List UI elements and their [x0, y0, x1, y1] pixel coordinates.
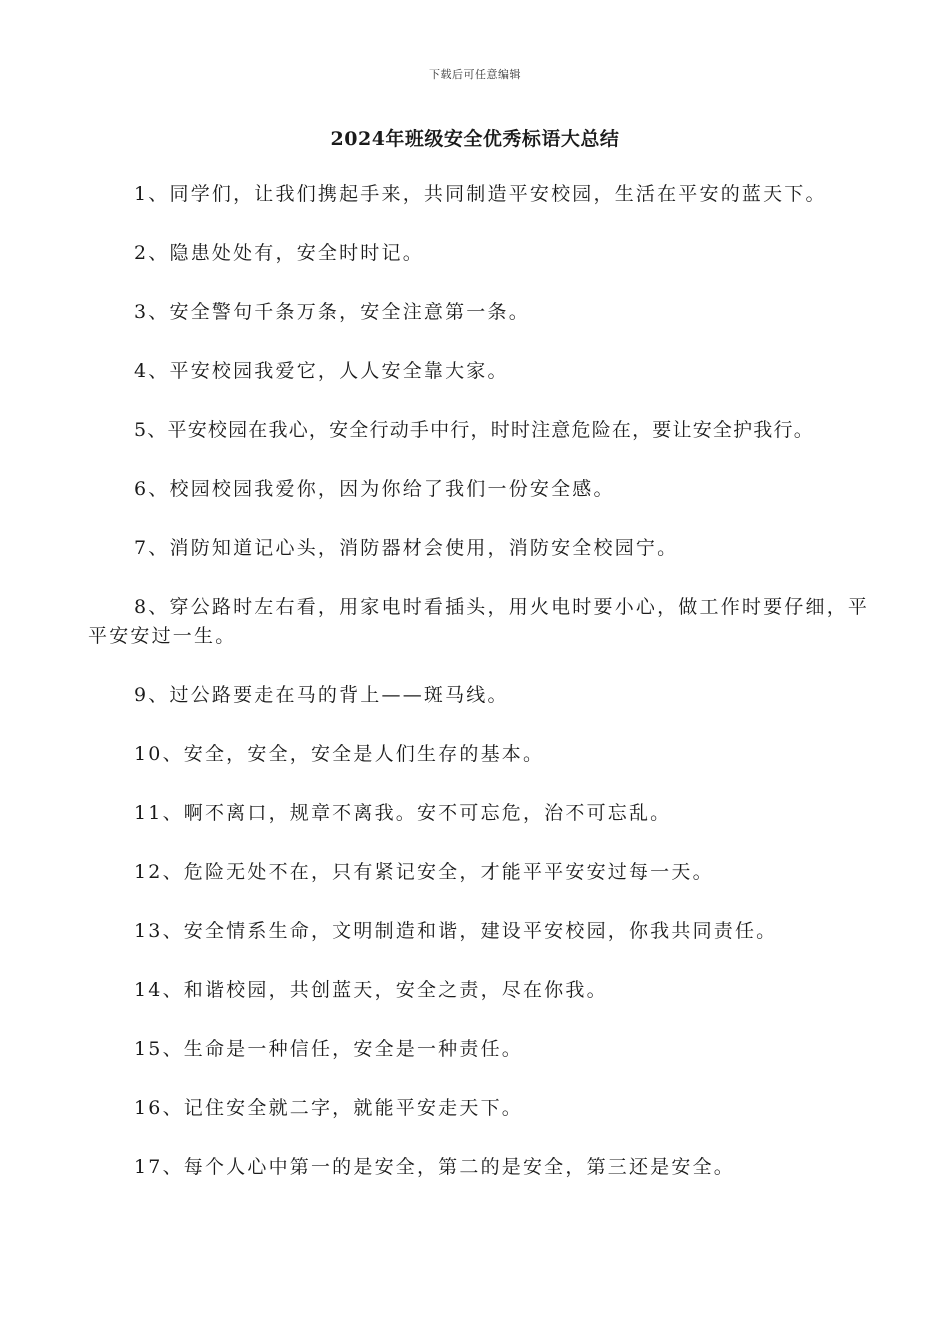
- slogan-item: 13、安全情系生命，文明制造和谐，建设平安校园，你我共同责任。: [134, 920, 778, 942]
- slogan-item: 10、安全，安全，安全是人们生存的基本。: [134, 743, 545, 765]
- slogan-item: 16、记住安全就二字，就能平安走天下。: [134, 1097, 523, 1119]
- slogan-item: 4、平安校园我爱它，人人安全靠大家。: [134, 360, 509, 382]
- slogan-item: 17、每个人心中第一的是安全，第二的是安全，第三还是安全。: [134, 1156, 735, 1178]
- slogan-item: 3、安全警句千条万条，安全注意第一条。: [134, 301, 530, 323]
- header-note: 下载后可任意编辑: [429, 68, 521, 81]
- slogan-item: 9、过公路要走在马的背上——斑马线。: [134, 684, 509, 706]
- slogan-item: 6、校园校园我爱你，因为你给了我们一份安全感。: [134, 478, 615, 500]
- document-title: 2024年班级安全优秀标语大总结: [330, 128, 620, 150]
- slogan-item: 14、和谐校园，共创蓝天，安全之责，尽在你我。: [134, 979, 608, 1001]
- slogan-item: 1、同学们，让我们携起手来，共同制造平安校园，生活在平安的蓝天下。: [134, 183, 827, 205]
- slogan-item: 5、平安校园在我心，安全行动手中行，时时注意危险在，要让安全护我行。: [134, 419, 814, 441]
- slogan-item: 7、消防知道记心头，消防器材会使用，消防安全校园宁。: [134, 537, 679, 559]
- slogan-item: 8、穿公路时左右看，用家电时看插头，用火电时要小心，做工作时要仔细，平平安安过一生。: [88, 596, 870, 647]
- slogan-item: 15、生命是一种信任，安全是一种责任。: [134, 1038, 523, 1060]
- slogan-item: 11、啊不离口，规章不离我。安不可忘危，治不可忘乱。: [134, 802, 672, 824]
- slogan-item: 2、隐患处处有，安全时时记。: [134, 242, 424, 264]
- slogan-list: [88, 180, 888, 1212]
- slogan-item: 12、危险无处不在，只有紧记安全，才能平平安安过每一天。: [134, 861, 714, 883]
